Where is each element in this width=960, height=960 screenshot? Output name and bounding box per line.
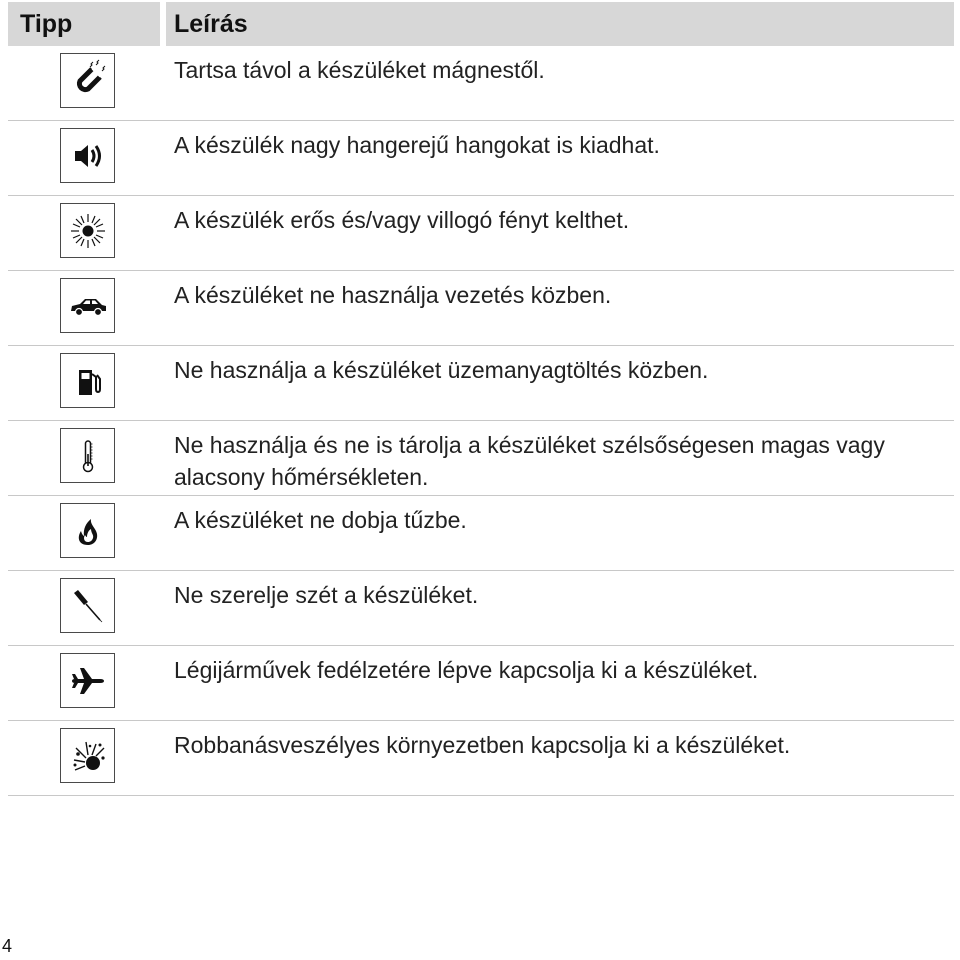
table-row bbox=[8, 421, 954, 496]
table-row bbox=[8, 346, 954, 421]
row-description: Robbanásveszélyes környezetben kapcsolja ki a készüléket. bbox=[174, 732, 791, 758]
header-divider bbox=[160, 2, 166, 46]
header-description: Leírás bbox=[174, 10, 248, 38]
row-description: A készüléket ne használja vezetés közben. bbox=[174, 282, 612, 308]
fire-icon bbox=[60, 503, 115, 558]
row-description: Tartsa távol a készüléket mágnestől. bbox=[174, 57, 545, 83]
row-description: Ne szerelje szét a készüléket. bbox=[174, 582, 479, 608]
row-description: Légijárművek fedélzetére lépve kapcsolja ki a készüléket. bbox=[174, 657, 759, 683]
car-icon bbox=[60, 278, 115, 333]
table-row bbox=[8, 496, 954, 571]
row-description: A készülék nagy hangerejű hangokat is kiadhat. bbox=[174, 132, 660, 158]
table-row bbox=[8, 121, 954, 196]
safety-tips-table bbox=[8, 2, 954, 796]
bright-light-icon bbox=[60, 203, 115, 258]
table-row bbox=[8, 571, 954, 646]
airplane-icon bbox=[60, 653, 115, 708]
header-tip: Tipp bbox=[20, 10, 73, 38]
table-row bbox=[8, 271, 954, 346]
table-row bbox=[8, 196, 954, 271]
magnet-icon bbox=[60, 53, 115, 108]
row-description: A készüléket ne dobja tűzbe. bbox=[174, 507, 467, 533]
table-row bbox=[8, 46, 954, 121]
page-number: 4 bbox=[2, 936, 13, 956]
speaker-icon bbox=[60, 128, 115, 183]
explosion-icon bbox=[60, 728, 115, 783]
screwdriver-icon bbox=[60, 578, 115, 633]
table-row bbox=[8, 646, 954, 721]
table-header bbox=[8, 2, 954, 46]
table-row bbox=[8, 721, 954, 796]
thermometer-icon bbox=[60, 428, 115, 483]
row-description: A készülék erős és/vagy villogó fényt kelthet. bbox=[174, 207, 630, 233]
fuel-pump-icon bbox=[60, 353, 115, 408]
row-description: Ne használja és ne is tárolja a készüléket szélsőségesen magas vagy alacsony hőmérsékleten. bbox=[174, 432, 885, 490]
row-description: Ne használja a készüléket üzemanyagtöltés közben. bbox=[174, 357, 709, 383]
